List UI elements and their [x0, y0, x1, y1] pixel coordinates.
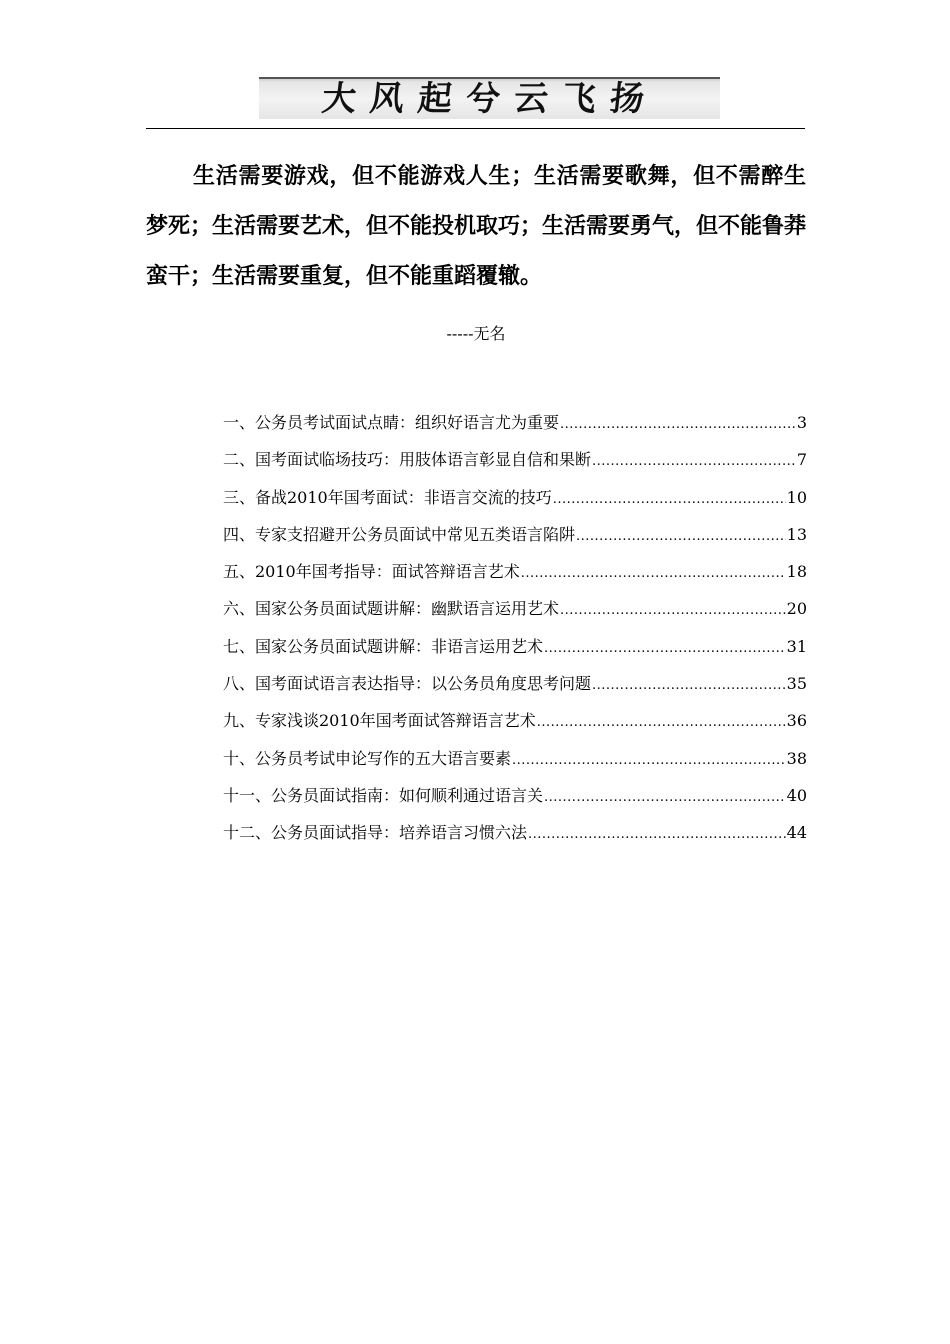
toc-dot-leader	[592, 667, 786, 704]
toc-page-number: 36	[786, 711, 807, 731]
toc-entry[interactable]	[223, 777, 807, 814]
toc-dot-leader	[560, 592, 786, 629]
toc-page-number: 40	[786, 785, 807, 805]
header-divider	[146, 128, 805, 129]
toc-entry-title: 五、2010年国考指导：面试答辩语言艺术	[223, 562, 520, 582]
toc-dot-leader	[592, 443, 796, 480]
toc-entry[interactable]	[223, 665, 807, 702]
toc-entry[interactable]	[223, 441, 807, 478]
toc-dot-leader	[560, 406, 796, 443]
toc-dot-leader	[512, 742, 786, 779]
toc-dot-leader	[544, 630, 786, 667]
toc-entry[interactable]	[223, 590, 807, 627]
toc-page-number: 7	[796, 450, 807, 470]
toc-entry[interactable]	[223, 553, 807, 590]
toc-page-number: 10	[786, 487, 807, 507]
toc-entry-title: 十、公务员考试申论写作的五大语言要素	[223, 748, 512, 768]
toc-page-number: 44	[786, 823, 807, 843]
toc-entry-title: 六、国家公务员面试题讲解：幽默语言运用艺术	[223, 599, 560, 619]
toc-dot-leader	[576, 518, 786, 555]
toc-dot-leader	[528, 816, 786, 853]
toc-entry[interactable]	[223, 628, 807, 665]
toc-page-number: 38	[786, 748, 807, 768]
toc-entry-title: 七、国家公务员面试题讲解：非语言运用艺术	[223, 636, 544, 656]
toc-entry[interactable]	[223, 479, 807, 516]
toc-dot-leader	[537, 704, 786, 741]
toc-entry[interactable]	[223, 814, 807, 851]
toc-entry-title: 三、备战2010年国考面试：非语言交流的技巧	[223, 487, 552, 507]
epigraph-author: -----无名	[446, 324, 506, 343]
toc-page-number: 20	[786, 599, 807, 619]
epigraph-quote: 生活需要游戏，但不能游戏人生；生活需要歌舞，但不需醉生梦死；生活需要艺术，但不能投机取巧；生活需要勇气，但不能鲁莽蛮干；生活需要重复，但不能重蹈覆辙。	[146, 164, 807, 289]
toc-entry-title: 二、国考面试临场技巧：用肢体语言彰显自信和果断	[223, 450, 592, 470]
toc-entry-title: 十二、公务员面试指导：培养语言习惯六法	[223, 823, 528, 843]
toc-entry-title: 八、国考面试语言表达指导：以公务员角度思考问题	[223, 674, 592, 694]
header-banner	[259, 77, 720, 119]
toc-page-number: 35	[786, 674, 807, 694]
toc-entry-title: 九、专家浅谈2010年国考面试答辩语言艺术	[223, 711, 536, 731]
toc-entry[interactable]	[223, 740, 807, 777]
toc-entry[interactable]	[223, 516, 807, 553]
toc-entry-title: 十一、公务员面试指南：如何顺利通过语言关	[223, 785, 544, 805]
banner-title: 大风起兮云飞扬	[319, 79, 660, 119]
toc-entry-title: 四、专家支招避开公务员面试中常见五类语言陷阱	[223, 524, 576, 544]
toc-dot-leader	[553, 481, 786, 518]
toc-page-number: 18	[786, 562, 807, 582]
toc-dot-leader	[544, 779, 786, 816]
toc-dot-leader	[521, 555, 786, 592]
toc-entry[interactable]	[223, 404, 807, 441]
toc-page-number: 31	[786, 636, 807, 656]
toc-entry-title: 一、公务员考试面试点睛：组织好语言尤为重要	[223, 413, 560, 432]
toc-page-number: 3	[796, 413, 807, 432]
toc-page-number: 13	[786, 524, 807, 544]
table-of-contents	[223, 404, 807, 852]
toc-entry[interactable]	[223, 702, 807, 739]
